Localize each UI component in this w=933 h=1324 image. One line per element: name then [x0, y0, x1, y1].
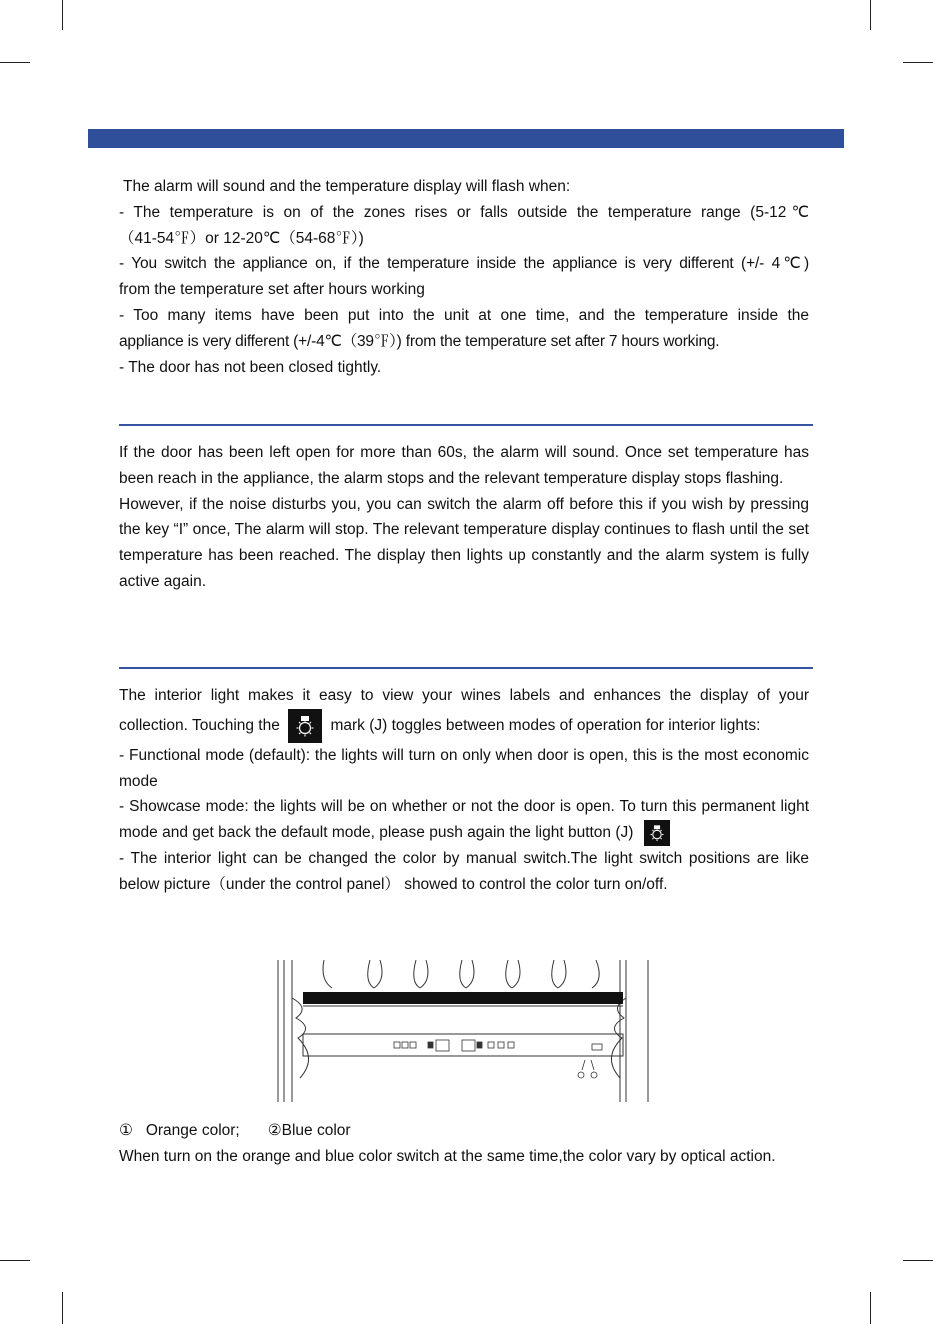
- legend-note: When turn on the orange and blue color switch at the same time,the color vary by optical action.: [119, 1147, 776, 1165]
- light-intro-after: mark (J) toggles between modes of operation for interior lights:: [330, 716, 761, 734]
- section-divider: [119, 667, 813, 669]
- light-color-switch: - The interior light can be changed the color by manual switch.The light switch positions are like below picture（under the control panel） showed to control the color turn on/off.: [119, 850, 809, 893]
- section-header-band: [88, 129, 844, 148]
- light-bulb-icon: [644, 820, 670, 846]
- control-panel-diagram: [270, 958, 660, 1104]
- alarm-intro: The alarm will sound and the temperature display will flash when:: [119, 178, 571, 195]
- light-showcase-text: - Showcase mode: the lights will be on whether or not the door is open. To turn this permanent light mode and get back the default mode, please push again the light button (J): [119, 798, 809, 842]
- light-intro-before: The interior light makes it easy to view your wines labels and enhances the display of your collection. Touching the: [119, 687, 809, 734]
- crop-mark: [903, 62, 933, 63]
- legend-blue: ②Blue color: [267, 1122, 351, 1139]
- section-divider: [119, 424, 813, 426]
- crop-mark: [62, 1292, 63, 1324]
- crop-mark: [0, 62, 30, 63]
- crop-mark: [903, 1260, 933, 1261]
- door-alarm-paragraph: If the door has been left open for more than 60s, the alarm will sound. Once set temperature has been reach in the appliance, the alarm stops and the relevant temperature display stops flashing.: [119, 444, 809, 487]
- crop-mark: [870, 1292, 871, 1324]
- light-bulb-icon: [288, 709, 322, 743]
- alarm-item: - You switch the appliance on, if the temperature inside the appliance is very different (+/- 4℃): [119, 255, 809, 273]
- alarm-item: from the temperature set after hours working: [119, 281, 425, 299]
- light-intro: [119, 683, 809, 743]
- door-alarm-section: [119, 440, 809, 595]
- door-alarm-paragraph: However, if the noise disturbs you, you can switch the alarm off before this if you wish by pressing the key “I” once, The alarm will stop. The relevant temperature display continues to flash until the set temperature has been reached. The display then lights up constantly and the alarm system is fully active again.: [119, 495, 809, 590]
- crop-mark: [62, 0, 63, 30]
- light-functional-mode: - Functional mode (default): the lights will turn on only when door is open, this is the most economic mode: [119, 746, 809, 790]
- light-showcase-mode: [119, 794, 809, 846]
- crop-mark: [0, 1260, 30, 1261]
- alarm-item: - The door has not been closed tightly.: [119, 358, 382, 376]
- alarm-item: appliance is very different (+/-4℃（39℉）) from the temperature set after 7 hours working.: [119, 332, 720, 350]
- alarm-item: （41-54℉）or 12-20℃（54-68℉）): [119, 229, 364, 247]
- legend-orange: ① Orange color;: [119, 1122, 240, 1139]
- alarm-item: - The temperature is on of the zones rises or falls outside the temperature range (5-12℃: [119, 203, 809, 221]
- color-legend: [119, 1118, 809, 1170]
- alarm-item: - Too many items have been put into the unit at one time, and the temperature inside the: [119, 306, 809, 324]
- crop-mark: [870, 0, 871, 30]
- legend-items: [119, 1118, 809, 1144]
- interior-light-section: [119, 683, 809, 898]
- alarm-section: [119, 174, 809, 380]
